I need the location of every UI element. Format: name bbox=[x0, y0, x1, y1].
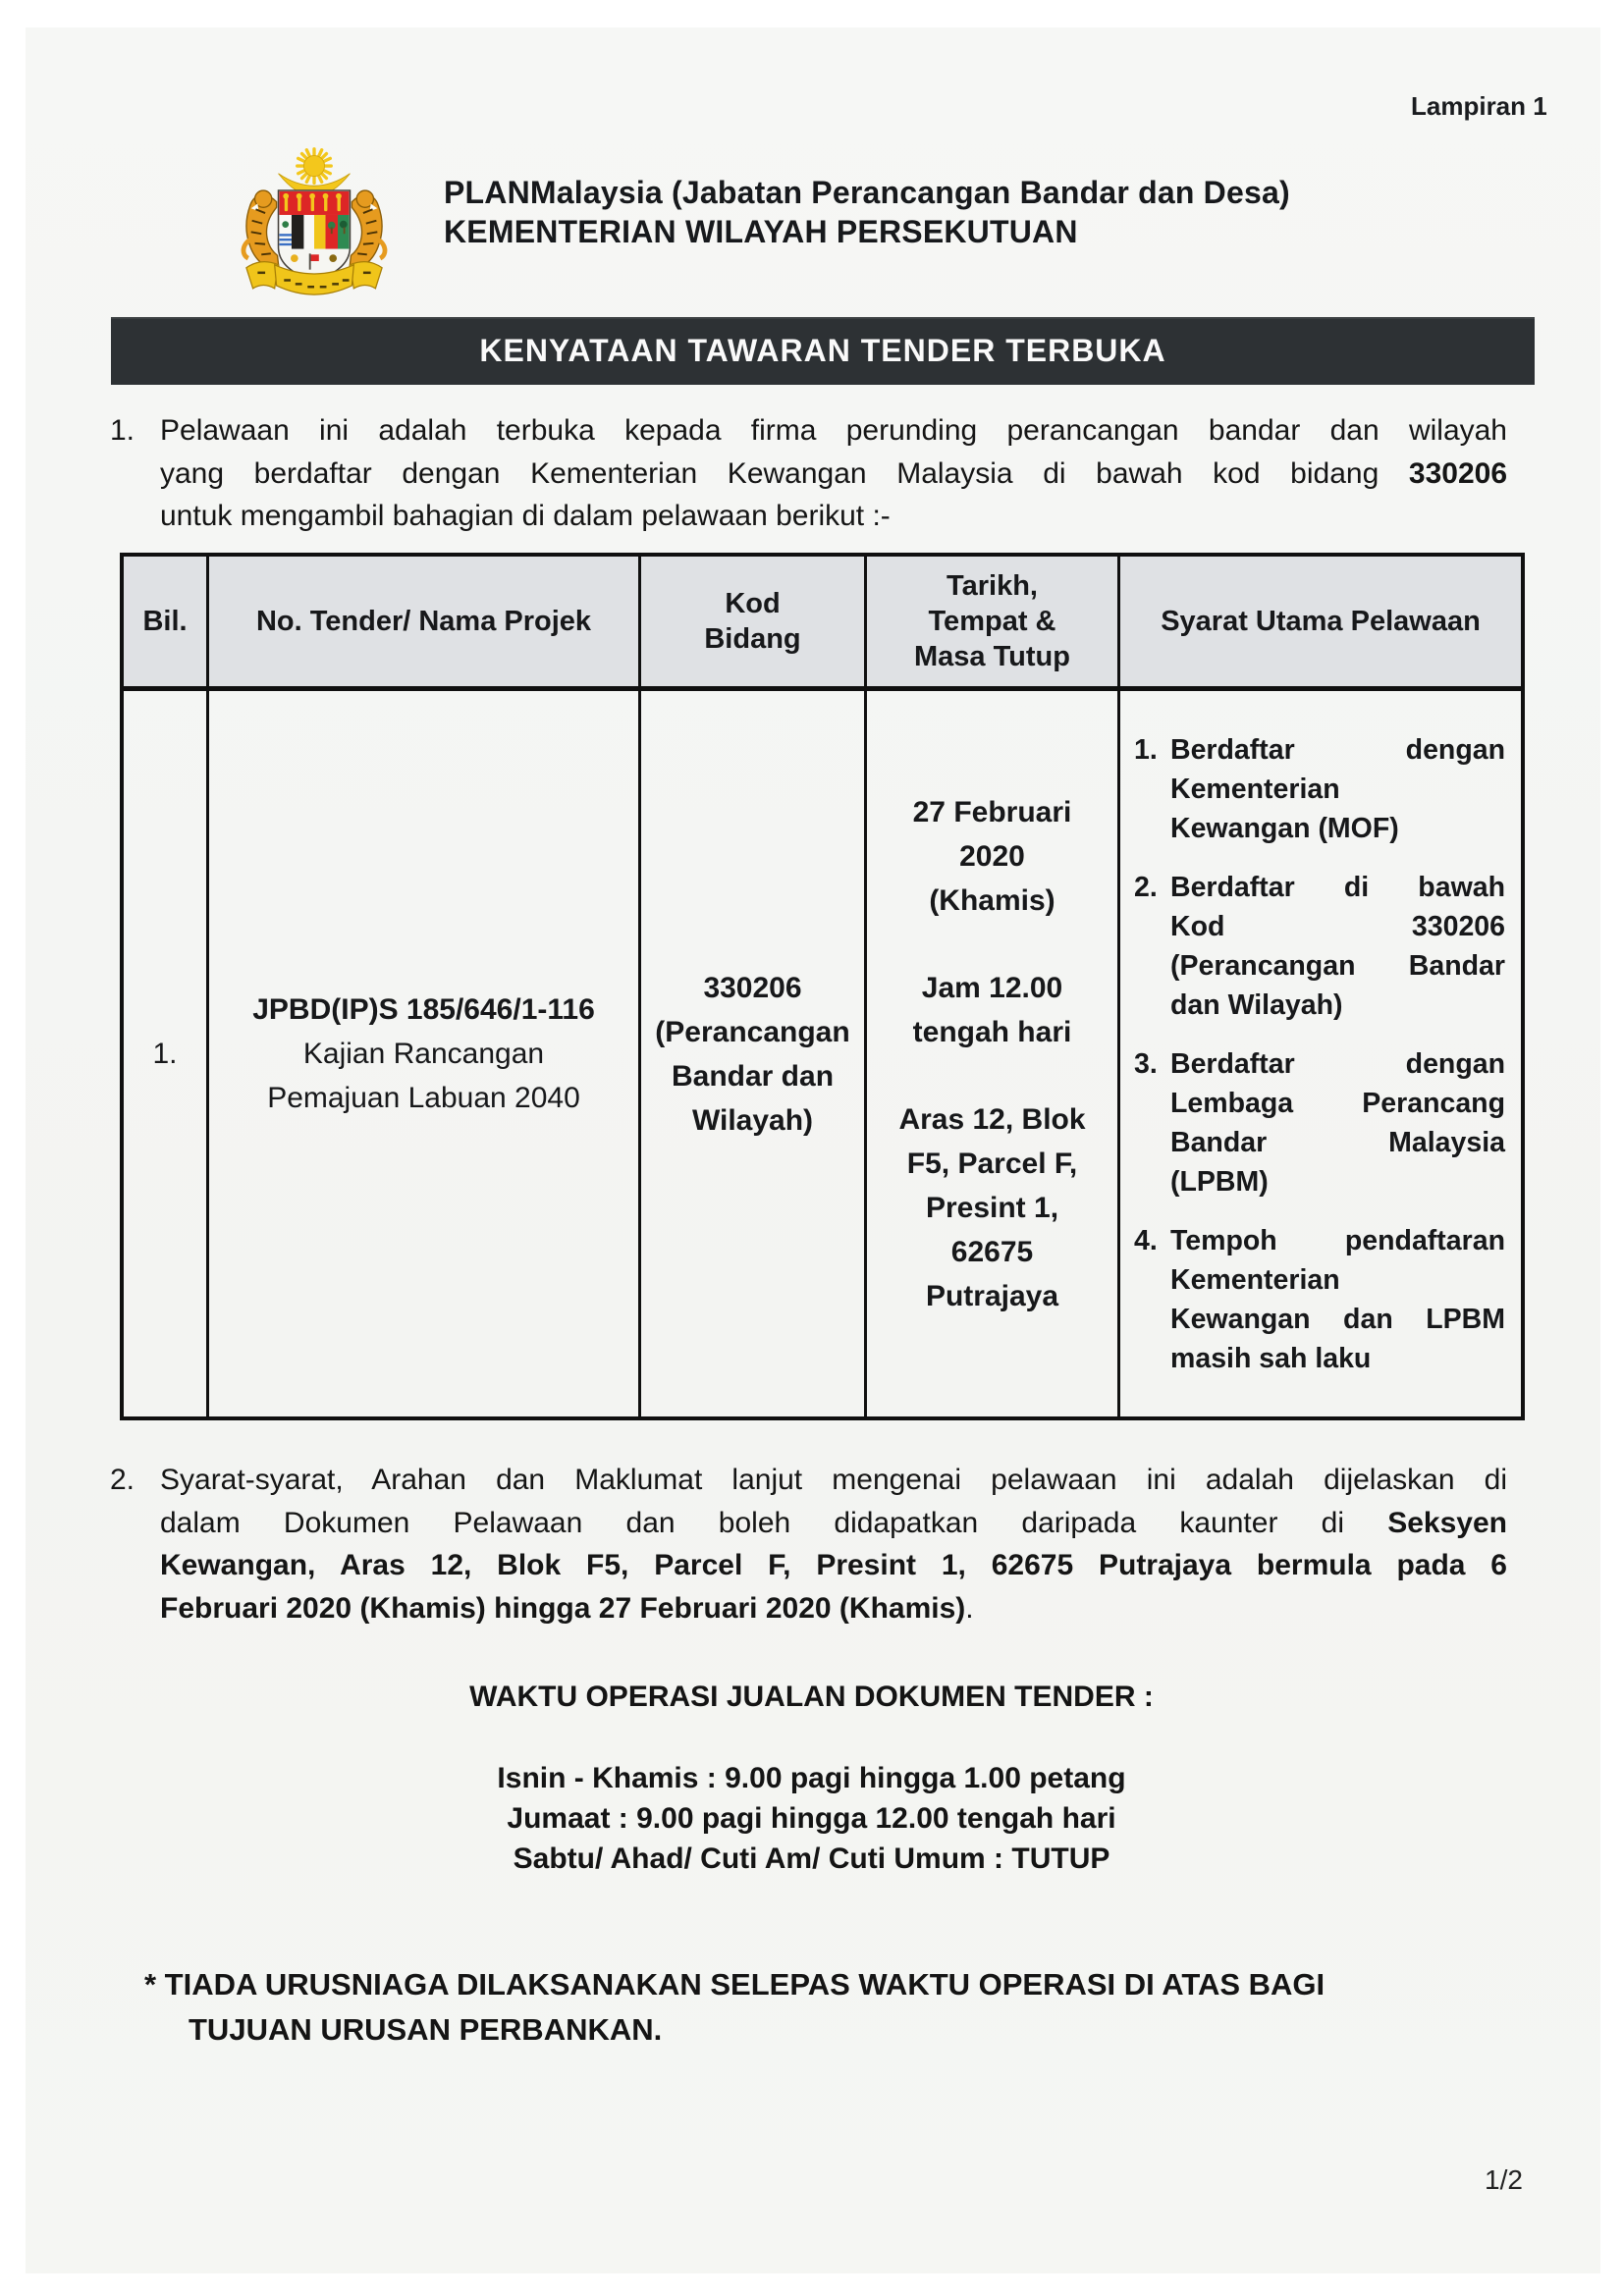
header-syarat: Syarat Utama Pelawaan bbox=[1161, 606, 1481, 637]
tender-table-header-row bbox=[124, 557, 1521, 691]
cell-kod-bidang: 330206 (Perancangan Bandar dan Wilayah) bbox=[641, 691, 867, 1416]
paragraph-1-line2: yang berdaftar dengan Kementerian Kewangan Malaysia di bawah kod bidang 330206 bbox=[160, 456, 1507, 490]
hours-friday: Jumaat : 9.00 pagi hingga 12.00 tengah hari bbox=[507, 1802, 1116, 1835]
footnote-line1: * TIADA URUSNIAGA DILAKSANAKAN SELEPAS WAKTU OPERASI DI ATAS BAGI bbox=[144, 1967, 1325, 2002]
cell-bil: 1. bbox=[124, 691, 209, 1416]
attachment-tag: Lampiran 1 bbox=[1411, 91, 1547, 121]
header-kod-bidang: Kod Bidang bbox=[641, 557, 867, 686]
cell-syarat bbox=[1120, 691, 1521, 1416]
operating-hours bbox=[0, 1758, 1623, 1879]
syarat-item-2: 2. Berdaftar di bawah Kod 330206 (Perancangan Bandar dan Wilayah) bbox=[1134, 871, 1505, 1021]
document-title-bar bbox=[111, 317, 1535, 385]
tender-number: JPBD(IP)S 185/646/1-116 bbox=[252, 993, 595, 1026]
paragraph-1-line1: Pelawaan ini adalah terbuka kepada firma perunding perancangan bandar dan wilayah bbox=[160, 414, 1507, 447]
tiger-right-icon bbox=[350, 190, 385, 270]
organisation-line2: KEMENTERIAN WILAYAH PERSEKUTUAN bbox=[444, 214, 1078, 249]
tiger-left-icon bbox=[243, 190, 279, 270]
project-name-line1: Kajian Rancangan bbox=[302, 1038, 545, 1070]
organisation-header bbox=[444, 173, 1290, 251]
project-name-line2: Pemajuan Labuan 2040 bbox=[267, 1082, 580, 1114]
header-tarikh: Tarikh, Tempat & Masa Tutup bbox=[867, 557, 1120, 686]
paragraph-2-number: 2. bbox=[110, 1464, 135, 1496]
paragraph-1-line3: untuk mengambil bahagian di dalam pelawaan berikut :- bbox=[160, 500, 891, 532]
hours-weekdays: Isnin - Khamis : 9.00 pagi hingga 1.00 petang bbox=[497, 1762, 1126, 1794]
cell-tender bbox=[209, 691, 641, 1416]
paragraph-2-line4: Februari 2020 (Khamis) hingga 27 Februari 2020 (Khamis). bbox=[160, 1591, 974, 1625]
kod-bidang-number: 330206 bbox=[1408, 456, 1507, 490]
paragraph-2-line1: Syarat-syarat, Arahan dan Maklumat lanjut mengenai pelawaan ini adalah dijelaskan di bbox=[160, 1464, 1507, 1496]
syarat-item-3: 3. Berdaftar dengan Lembaga Perancang Bandar Malaysia (LPBM) bbox=[1134, 1047, 1505, 1198]
paragraph-1-number: 1. bbox=[110, 414, 135, 447]
header-tender: No. Tender/ Nama Projek bbox=[209, 557, 641, 686]
syarat-item-4: 4. Tempoh pendaftaran Kementerian Kewangan dan LPBM masih sah laku bbox=[1134, 1224, 1505, 1374]
malaysia-coat-of-arms-logo bbox=[220, 141, 408, 311]
shield-icon bbox=[279, 190, 351, 281]
syarat-item-1: 1. Berdaftar dengan Kementerian Kewangan (MOF) bbox=[1134, 733, 1505, 844]
cell-tarikh: 27 Februari 2020 (Khamis) Jam 12.00 tengah hari Aras 12, Blok F5, Parcel F, Presint 1, 62675 Putrajaya bbox=[867, 691, 1120, 1416]
tender-table bbox=[120, 553, 1525, 1420]
paragraph-1 bbox=[110, 409, 1507, 538]
paragraph-2-line2: dalam Dokumen Pelawaan dan boleh didapatkan daripada kaunter di Seksyen bbox=[160, 1506, 1507, 1539]
organisation-line1: PLANMalaysia (Jabatan Perancangan Bandar dan Desa) bbox=[444, 175, 1290, 210]
footnote-line2: TUJUAN URUSAN PERBANKAN. bbox=[189, 2012, 663, 2047]
page-number: 1/2 bbox=[1485, 2164, 1523, 2195]
hours-weekend: Sabtu/ Ahad/ Cuti Am/ Cuti Umum : TUTUP bbox=[513, 1842, 1110, 1875]
banking-footnote bbox=[144, 1962, 1548, 2053]
header-bil: Bil. bbox=[124, 557, 209, 686]
operating-hours-heading: WAKTU OPERASI JUALAN DOKUMEN TENDER : bbox=[469, 1681, 1154, 1713]
paragraph-2 bbox=[110, 1459, 1507, 1629]
paragraph-2-line3: Kewangan, Aras 12, Blok F5, Parcel F, Presint 1, 62675 Putrajaya bermula pada 6 bbox=[160, 1549, 1507, 1581]
tender-table-row bbox=[124, 691, 1521, 1416]
document-title: KENYATAAN TAWARAN TENDER TERBUKA bbox=[479, 333, 1166, 368]
sun-icon bbox=[298, 149, 332, 184]
